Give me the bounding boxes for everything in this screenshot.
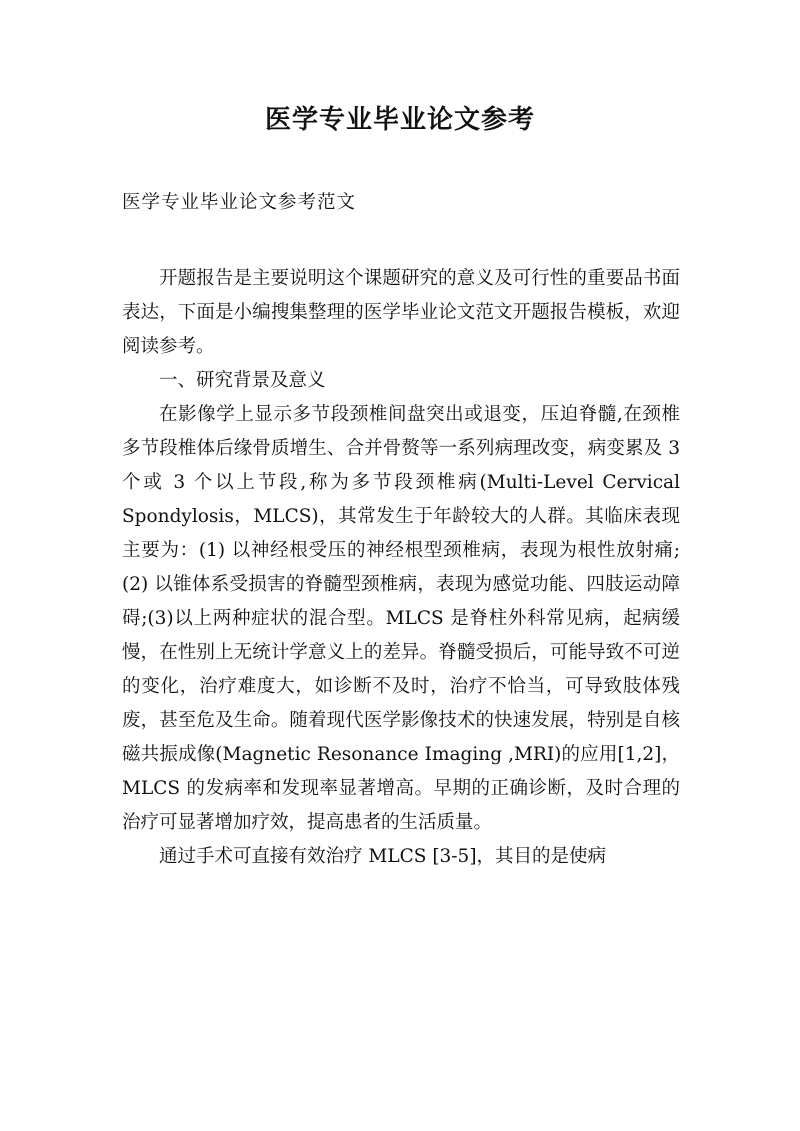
document-title: 医学专业毕业论文参考 <box>264 105 535 135</box>
paragraph-background: 在影像学上显示多节段颈椎间盘突出或退变，压迫脊髓,在颈椎多节段椎体后缘骨质增生、合并骨赘等一系列病理改变，病变累及 3 个或 3 个以上节段,称为多节段颈椎病(Multi-Level Cervical Spondylosis，MLCS)，其常发生于年龄较大的人群。其临床表现主要为：(1) 以神经根受压的神经根型颈椎病，表现为根性放射痛;(2) 以锥体系受损害的脊髓型颈椎病，表现为感觉功能、四肢运动障碍;(3)以上两种症状的混合型。MLCS 是脊柱外科常见病，起病缓慢，在性别上无统计学意义上的差异。脊髓受损后，可能导致不可逆的变化，治疗难度大，如诊断不及时，治疗不恰当，可导致肢体残废，甚至危及生命。随着现代医学影像技术的快速发展，特别是自核磁共振成像(Magnetic Resonance Imaging ,MRI)的应用[1,2]，MLCS 的发病率和发现率显著增高。早期的正确诊断，及时合理的治疗可显著增加疗效，提高患者的生活质量。 <box>122 404 680 833</box>
section-heading: 一、研究背景及意义 <box>159 370 326 391</box>
document-subtitle: 医学专业毕业论文参考范文 <box>122 192 357 213</box>
paragraph-intro: 开题报告是主要说明这个课题研究的意义及可行性的重要品书面表达，下面是小编搜集整理的医学毕业论文范文开题报告模板，欢迎阅读参考。 <box>122 268 680 357</box>
paragraph-surgery: 通过手术可直接有效治疗 MLCS [3-5]，其目的是使病 <box>159 846 607 867</box>
document-body <box>122 262 680 874</box>
